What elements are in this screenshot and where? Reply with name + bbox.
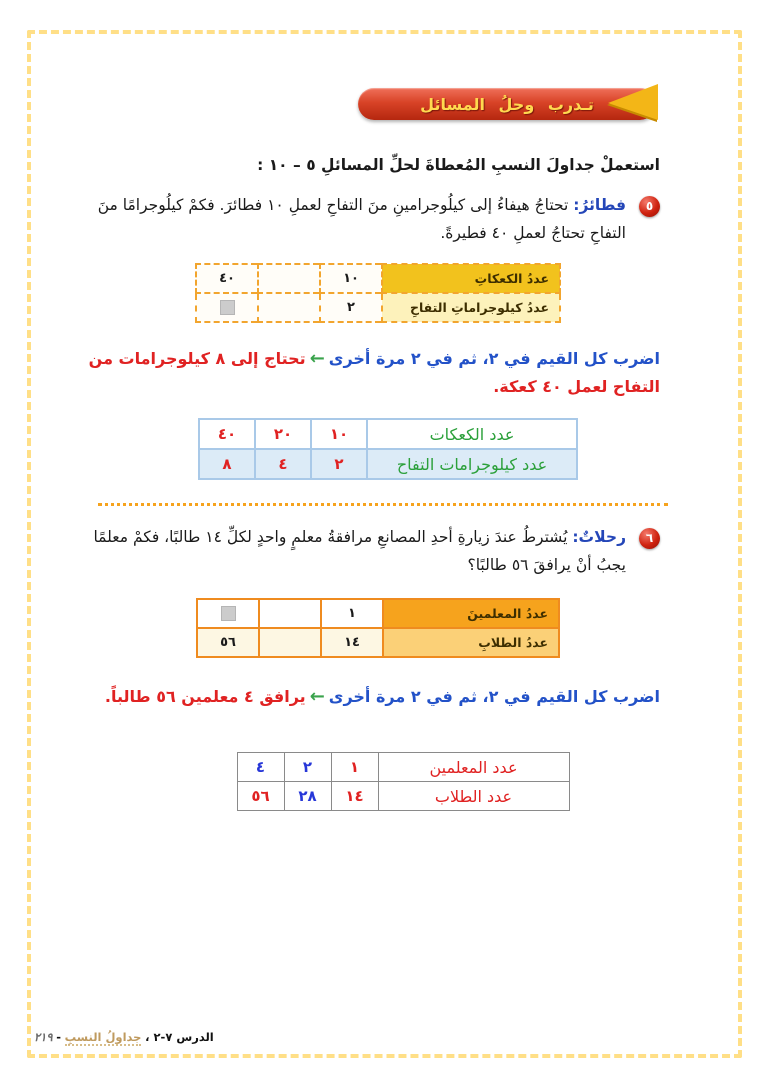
problem-5-answer-table bbox=[198, 418, 578, 480]
problem-6-number-badge: ٦ bbox=[639, 528, 660, 549]
problem-5-solution bbox=[88, 344, 660, 400]
value-cell: ٢ bbox=[320, 293, 382, 322]
left-arrow-icon: ← bbox=[309, 686, 325, 707]
value-cell: ١٤ bbox=[321, 628, 383, 657]
problem-6-answer-table-wrap bbox=[19, 752, 768, 811]
problem-5-answer-table-wrap bbox=[4, 418, 768, 480]
problem-5-number-badge: ٥ bbox=[639, 196, 660, 217]
problem-5-given-table-wrap bbox=[0, 263, 762, 323]
value-cell: ٢٠ bbox=[255, 419, 311, 449]
row-label-cell: عدد الكعكات bbox=[367, 419, 577, 449]
value-cell: ٤٠ bbox=[196, 264, 258, 293]
intro-instruction: استعملْ جداولَ النسبِ المُعطاةَ لحلِّ المسائلِ ٥ – ١٠ : bbox=[257, 156, 660, 174]
value-cell: ٥٦ bbox=[197, 628, 259, 657]
problem-5-text: تحتاجُ هيفاءُ إلى كيلُوجرامينِ منَ التفاحِ لعملِ ١٠ فطائرَ. فكمْ كيلُوجرامًا منَ التفاحِ تحتاجُ لعملِ ٤٠ فطيرةً. bbox=[97, 196, 626, 242]
problem-6-solution bbox=[88, 682, 660, 712]
value-cell bbox=[197, 599, 259, 628]
practice-banner-label: تـدرب وحلُ المسائل bbox=[420, 94, 594, 114]
footer-separator: - bbox=[56, 1030, 61, 1044]
section-divider bbox=[98, 503, 668, 506]
table-row bbox=[199, 449, 577, 479]
value-cell: ٢ bbox=[284, 753, 331, 782]
problem-6-answer-table bbox=[237, 752, 570, 811]
value-cell bbox=[196, 293, 258, 322]
value-cell: ٥٦ bbox=[237, 782, 284, 811]
value-cell: ٤ bbox=[255, 449, 311, 479]
value-cell: ٤٠ bbox=[199, 419, 255, 449]
row-label-cell: عددُ المعلمينَ bbox=[383, 599, 559, 628]
value-cell: ٤ bbox=[237, 753, 284, 782]
value-cell bbox=[259, 628, 321, 657]
value-cell: ١٠ bbox=[320, 264, 382, 293]
footer-page-number: ٢١٩ bbox=[34, 1030, 53, 1044]
answer-placeholder-box bbox=[221, 606, 236, 621]
footer-lesson-number: الدرس ٧-٢ ، bbox=[145, 1030, 214, 1044]
row-label-cell: عددُ الطلابِ bbox=[383, 628, 559, 657]
table-row bbox=[197, 628, 559, 657]
row-label-cell: عدد المعلمين bbox=[378, 753, 569, 782]
answer-placeholder-box bbox=[220, 300, 235, 315]
left-arrow-icon: ← bbox=[309, 348, 325, 369]
table-row bbox=[197, 599, 559, 628]
solution-method-text: اضرب كل القيم في ٢، ثم في ٢ مرة أخرى bbox=[328, 687, 660, 706]
value-cell: ٨ bbox=[199, 449, 255, 479]
row-label-cell: عدد الطلاب bbox=[378, 782, 569, 811]
value-cell bbox=[259, 599, 321, 628]
problem-5 bbox=[88, 192, 660, 248]
problem-6-text: يُشترطُ عندَ زيارةِ أحدِ المصانعِ مرافقةُ معلمٍ واحدٍ لكلِّ ١٤ طالبًا، فكمْ معلمًا يجبُ أنْ يرافقَ ٥٦ طالبًا؟ bbox=[93, 528, 626, 574]
row-label-cell: عددُ كيلوجراماتِ التفاحِ bbox=[382, 293, 560, 322]
problem-6-title: رحلاتٌ: bbox=[572, 528, 626, 546]
value-cell bbox=[258, 293, 320, 322]
row-label-cell: عدد كيلوجرامات التفاح bbox=[367, 449, 577, 479]
footer-lesson-title: جداولُ النسبِ bbox=[64, 1030, 142, 1044]
banner-arrow-icon bbox=[608, 84, 658, 120]
value-cell: ١٠ bbox=[311, 419, 367, 449]
table-row bbox=[196, 264, 560, 293]
solution-answer-text: يرافق ٤ معلمين ٥٦ طالباً. bbox=[104, 687, 306, 706]
table-row bbox=[237, 753, 569, 782]
value-cell: ١ bbox=[331, 753, 378, 782]
value-cell bbox=[258, 264, 320, 293]
table-row bbox=[199, 419, 577, 449]
value-cell: ١٤ bbox=[331, 782, 378, 811]
value-cell: ٢ bbox=[311, 449, 367, 479]
value-cell: ١ bbox=[321, 599, 383, 628]
row-label-cell: عددُ الكعكاتِ bbox=[382, 264, 560, 293]
table-row bbox=[237, 782, 569, 811]
table-row bbox=[196, 293, 560, 322]
problem-5-title: فطائرُ: bbox=[573, 196, 626, 214]
value-cell: ٢٨ bbox=[284, 782, 331, 811]
problem-5-given-table bbox=[195, 263, 561, 323]
problem-6 bbox=[88, 524, 660, 580]
solution-answer-text: تحتاج إلى ٨ كيلوجرامات من التفاح لعمل ٤٠ كعكة. bbox=[88, 349, 660, 396]
page-footer bbox=[34, 1030, 214, 1044]
problem-6-given-table-wrap bbox=[0, 598, 762, 658]
problem-6-given-table bbox=[196, 598, 560, 658]
solution-method-text: اضرب كل القيم في ٢، ثم في ٢ مرة أخرى bbox=[328, 349, 660, 368]
